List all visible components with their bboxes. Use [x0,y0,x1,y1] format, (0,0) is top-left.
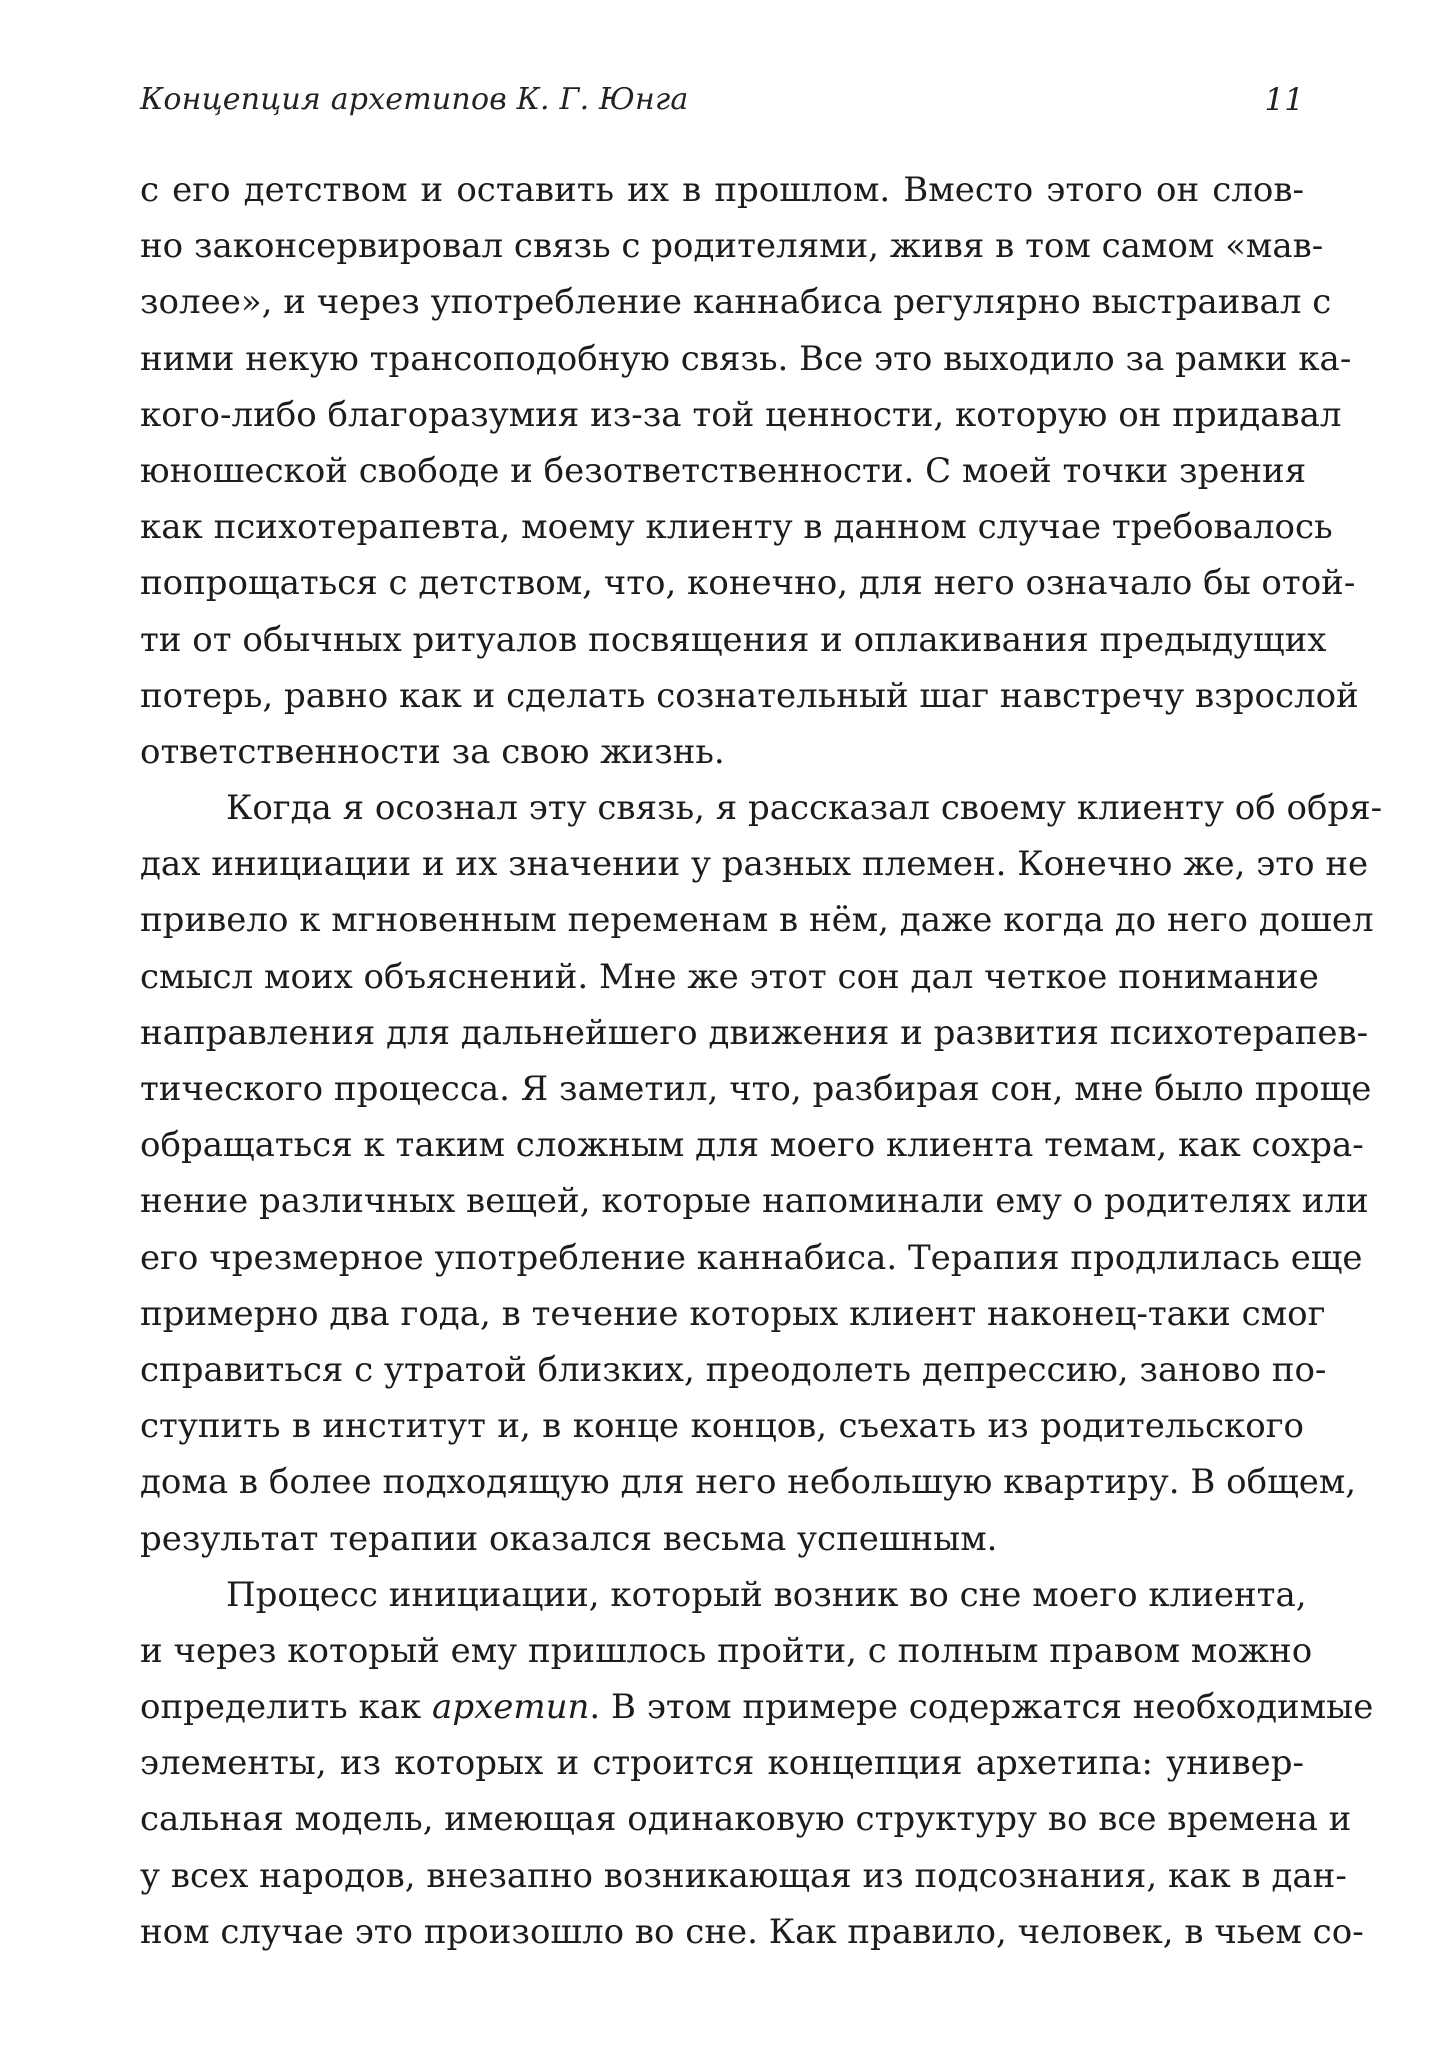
text-line: дах инициации и их значении у разных племен. Конечно же, это не [140,844,1369,885]
text-line: как психотерапевта, моему клиенту в данном случае требовалось [140,507,1333,548]
body-text [140,162,1383,1960]
text-line: дома в более подходящую для него небольшую квартиру. В общем, [140,1462,1357,1503]
text-line: кого-либо благоразумия из-за той ценности, которую он придавал [140,394,1342,435]
text-line: нение различных вещей, которые напоминали ему о родителях или [140,1181,1369,1222]
text-line: с его детством и оставить их в прошлом. Вместо этого он слов- [140,170,1304,210]
text-line: потерь, равно как и сделать сознательный шаг навстречу взрослой [140,675,1359,716]
text-line: обращаться к таким сложным для моего клиента темам, как сохра- [140,1125,1364,1166]
running-head: Концепция архетипов К. Г. Юнга [140,82,689,117]
text-line [140,1679,1374,1735]
text-line: направления для дальнейшего движения и развития психотерапев- [140,1012,1369,1053]
text-line: золее», и через употребление каннабиса регулярно выстраивал с [140,282,1332,323]
text-line: и через который ему пришлось пройти, с полным правом можно [140,1630,1313,1671]
text-line: ответственности за свою жизнь. [140,731,725,772]
text-line: юношеской свободе и безответственности. С моей точки зрения [140,450,1307,491]
text-line: справиться с утратой близких, преодолеть депрессию, заново по- [140,1349,1327,1390]
text-line: ними некую трансоподобную связь. Все это выходило за рамки ка- [140,338,1352,379]
text-line: смысл моих объяснений. Мне же этот сон дал четкое понимание [140,956,1319,997]
text-segment: . В этом примере содержатся необходимые [589,1687,1374,1728]
text-line: примерно два года, в течение которых клиент наконец-таки смог [140,1293,1326,1334]
text-line: сальная модель, имеющая одинаковую структуру во все времена и [140,1799,1352,1840]
text-line: у всех народов, внезапно возникающая из подсознания, как в дан- [140,1855,1347,1896]
text-line: тического процесса. Я заметил, что, разбирая сон, мне было проще [140,1069,1372,1109]
text-line: его чрезмерное употребление каннабиса. Терапия продлилась еще [140,1237,1363,1278]
page-number: 11 [1264,82,1304,118]
text-line: результат терапии оказался весьма успешным. [140,1518,998,1559]
text-line: ти от обычных ритуалов посвящения и оплакивания предыдущих [140,619,1327,660]
emphasized-term: архетип [432,1687,590,1728]
text-line: привело к мгновенным переменам в нём, даже когда до него дошел [140,900,1374,941]
text-segment: определить как [140,1687,433,1728]
text-line: Процесс инициации, который возник во сне моего клиента, [226,1574,1307,1615]
text-line: попрощаться с детством, что, конечно, для него означало бы отой- [140,563,1356,604]
text-line: но законсервировал связь с родителями, живя в том самом «мав- [140,226,1324,267]
text-line: ном случае это произошло во сне. Как правило, человек, в чьем со- [140,1911,1364,1952]
text-line: ступить в институт и, в конце концов, съехать из родительского [140,1406,1304,1447]
text-line: Когда я осознал эту связь, я рассказал своему клиенту об обря- [226,788,1383,829]
text-line: элементы, из которых и строится концепция архетипа: универ- [140,1743,1304,1784]
